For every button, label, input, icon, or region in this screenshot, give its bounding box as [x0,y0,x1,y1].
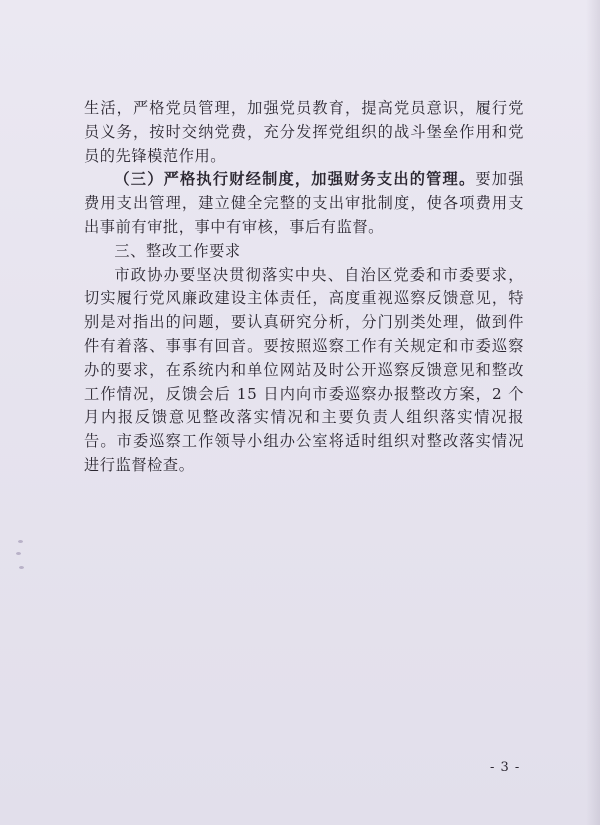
section-heading-rectification: 三、整改工作要求 [114,241,241,260]
binding-hole-mark [16,552,21,555]
page-edge-shadow [586,0,600,825]
binding-hole-mark [19,566,24,569]
section-heading-finance: （三）严格执行财经制度，加强财务支出的管理。 [114,170,476,189]
paragraph-finance-system [84,168,524,239]
binding-hole-mark [18,540,23,543]
page-number: - 3 - [490,760,521,775]
document-body [84,97,524,478]
paragraph-party-management: 生活，严格党员管理，加强党员教育，提高党员意识，履行党员义务，按时交纳党费，充分发挥党组织的战斗堡垒作用和党员的先锋模范作用。 [84,99,524,165]
paragraph-finance-text: 要加强费用支出管理，建立健全完整的支出审批制度，使各项费用支出事前有审批，事中有审核，事后有监督。 [84,170,524,236]
paragraph-rectification-requirements: 市政协办要坚决贯彻落实中央、自治区党委和市委要求，切实履行党风廉政建设主体责任，高度重视巡察反馈意见，特别是对指出的问题，要认真研究分析，分门别类处理，做到件件有着落、事事有回音。要按照巡察工作有关规定和市委巡察办的要求，在系统内和单位网站及时公开巡察反馈意见和整改工作情况，反馈会后 15 日内向市委巡察办报整改方案，2 个月内报反馈意见整改落实情况和主要负责人组织落实情况报告。市委巡察工作领导小组办公室将适时组织对整改落实情况进行监督检查。 [84,265,524,474]
